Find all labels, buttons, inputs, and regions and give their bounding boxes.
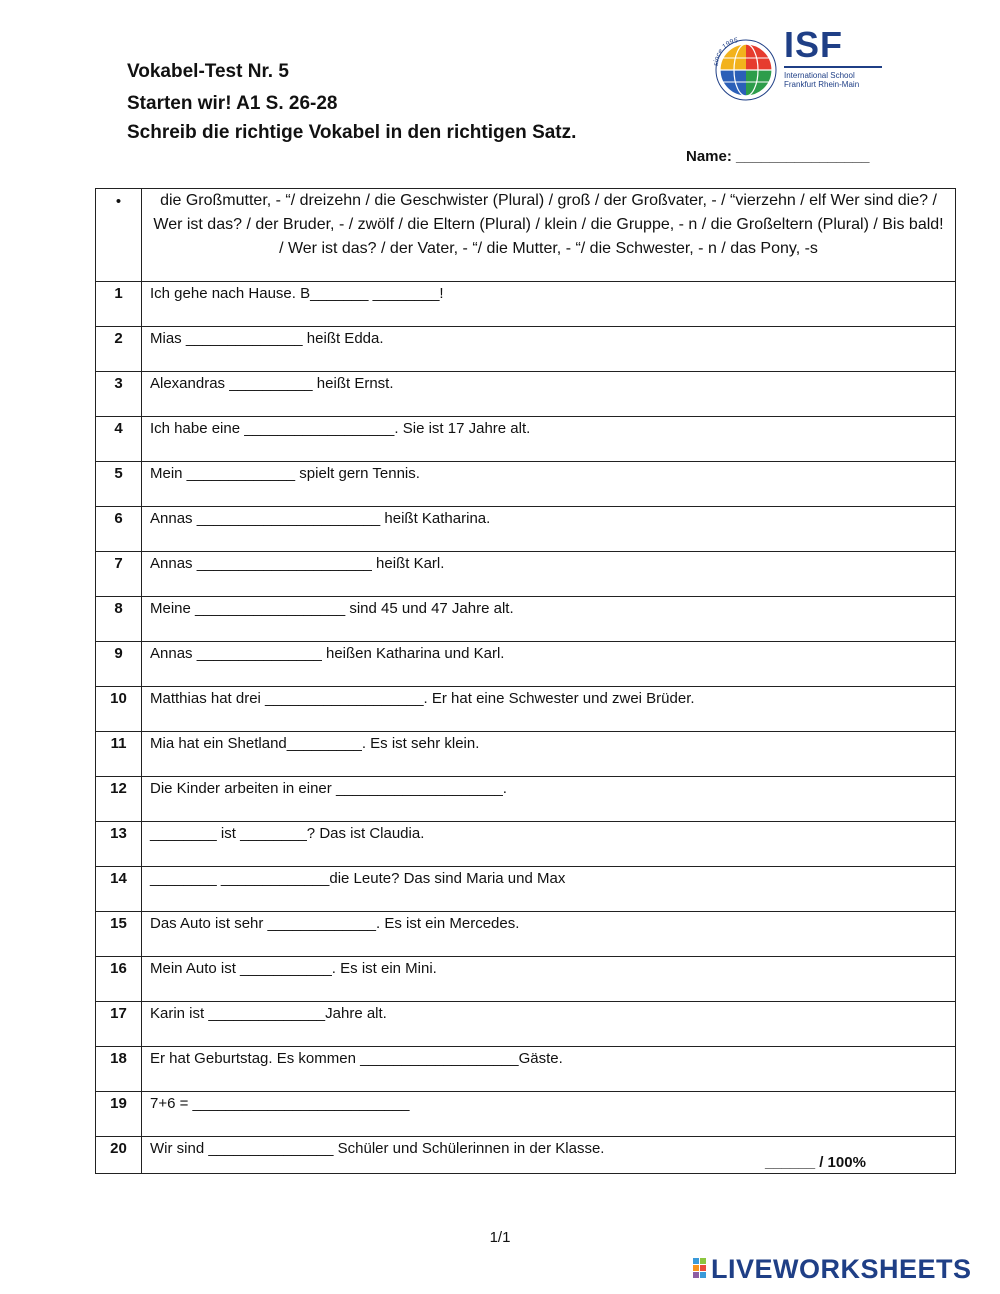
question-number: 10 xyxy=(96,687,142,732)
question-text[interactable]: Das Auto ist sehr _____________. Es ist ein Mercedes. xyxy=(142,912,956,957)
question-row xyxy=(96,1047,956,1092)
question-row xyxy=(96,732,956,777)
logo-arc-text: since 1995 xyxy=(712,37,739,67)
question-text[interactable]: Wir sind _______________ Schüler und Schülerinnen in der Klasse. xyxy=(142,1137,956,1174)
question-text[interactable]: Mein Auto ist ___________. Es ist ein Mini. xyxy=(142,957,956,1002)
logo-line2: Frankfurt Rhein-Main xyxy=(784,80,860,89)
question-row xyxy=(96,912,956,957)
question-text[interactable]: Annas _______________ heißen Katharina und Karl. xyxy=(142,642,956,687)
question-number: 13 xyxy=(96,822,142,867)
question-row xyxy=(96,552,956,597)
question-number: 6 xyxy=(96,507,142,552)
question-number: 19 xyxy=(96,1092,142,1137)
question-text[interactable]: Annas ______________________ heißt Katharina. xyxy=(142,507,956,552)
question-row xyxy=(96,327,956,372)
question-text[interactable]: Meine __________________ sind 45 und 47 Jahre alt. xyxy=(142,597,956,642)
word-bank-bullet: • xyxy=(96,189,142,282)
question-text[interactable]: Die Kinder arbeiten in einer ____________________. xyxy=(142,777,956,822)
question-number: 18 xyxy=(96,1047,142,1092)
question-row xyxy=(96,642,956,687)
question-number: 20 xyxy=(96,1137,142,1174)
page-number: 1/1 xyxy=(489,1229,511,1246)
question-row xyxy=(96,597,956,642)
name-field: Name: ________________ xyxy=(686,148,870,165)
question-number: 11 xyxy=(96,732,142,777)
test-title: Vokabel-Test Nr. 5 xyxy=(127,61,289,82)
question-row xyxy=(96,957,956,1002)
question-number: 17 xyxy=(96,1002,142,1047)
logo-letters: ISF xyxy=(784,24,844,65)
question-number: 5 xyxy=(96,462,142,507)
question-number: 9 xyxy=(96,642,142,687)
question-text[interactable]: ________ _____________die Leute? Das sind Maria und Max xyxy=(142,867,956,912)
globe-icon xyxy=(706,30,778,102)
question-text[interactable]: Matthias hat drei ___________________. Er hat eine Schwester und zwei Brüder. xyxy=(142,687,956,732)
question-number: 12 xyxy=(96,777,142,822)
question-text[interactable]: Mias ______________ heißt Edda. xyxy=(142,327,956,372)
question-row xyxy=(96,777,956,822)
question-number: 15 xyxy=(96,912,142,957)
question-row xyxy=(96,462,956,507)
question-text[interactable]: ________ ist ________? Das ist Claudia. xyxy=(142,822,956,867)
question-text[interactable]: Karin ist ______________Jahre alt. xyxy=(142,1002,956,1047)
book-reference: Starten wir! A1 S. 26-28 xyxy=(127,93,338,114)
question-text[interactable]: Mia hat ein Shetland_________. Es ist sehr klein. xyxy=(142,732,956,777)
question-row xyxy=(96,867,956,912)
instruction: Schreib die richtige Vokabel in den richtigen Satz. xyxy=(127,122,577,143)
liveworksheets-logo xyxy=(693,1254,993,1284)
question-text[interactable]: Alexandras __________ heißt Ernst. xyxy=(142,372,956,417)
question-row xyxy=(96,417,956,462)
isf-logo xyxy=(706,24,886,100)
question-text[interactable]: Annas _____________________ heißt Karl. xyxy=(142,552,956,597)
word-bank: die Großmutter, - “/ dreizehn / die Geschwister (Plural) / groß / der Großvater, - / “vierzehn / elf Wer sind die? / Wer ist das? / der Bruder, - / zwölf / die Eltern (Plural) / klein / die Gruppe, - n / die Großeltern (Plural) / Bis bald! / Wer ist das? / der Vater, - “/ die Mutter, - “/ die Schwester, - n / das Pony, -s xyxy=(142,189,956,282)
logo-line1: International School xyxy=(784,71,855,80)
question-row xyxy=(96,507,956,552)
liveworksheets-brand: LIVEWORKSHEETS xyxy=(711,1254,972,1284)
question-number: 3 xyxy=(96,372,142,417)
question-number: 2 xyxy=(96,327,142,372)
question-text[interactable]: Er hat Geburtstag. Es kommen ___________________Gäste. xyxy=(142,1047,956,1092)
question-row xyxy=(96,1092,956,1137)
question-number: 4 xyxy=(96,417,142,462)
vocab-table xyxy=(95,188,956,1174)
question-row xyxy=(96,1002,956,1047)
question-text[interactable]: Ich gehe nach Hause. B_______ ________! xyxy=(142,282,956,327)
question-text[interactable]: Mein _____________ spielt gern Tennis. xyxy=(142,462,956,507)
question-row xyxy=(96,282,956,327)
word-bank-row xyxy=(96,189,956,282)
liveworksheets-icon xyxy=(693,1258,707,1280)
question-number: 14 xyxy=(96,867,142,912)
question-row xyxy=(96,372,956,417)
question-number: 16 xyxy=(96,957,142,1002)
question-number: 1 xyxy=(96,282,142,327)
question-number: 8 xyxy=(96,597,142,642)
score-field: ______ / 100% xyxy=(765,1154,866,1171)
question-number: 7 xyxy=(96,552,142,597)
question-row xyxy=(96,687,956,732)
question-text[interactable]: Ich habe eine __________________. Sie ist 17 Jahre alt. xyxy=(142,417,956,462)
question-row xyxy=(96,822,956,867)
question-text[interactable]: 7+6 = __________________________ xyxy=(142,1092,956,1137)
logo-divider xyxy=(784,66,882,68)
